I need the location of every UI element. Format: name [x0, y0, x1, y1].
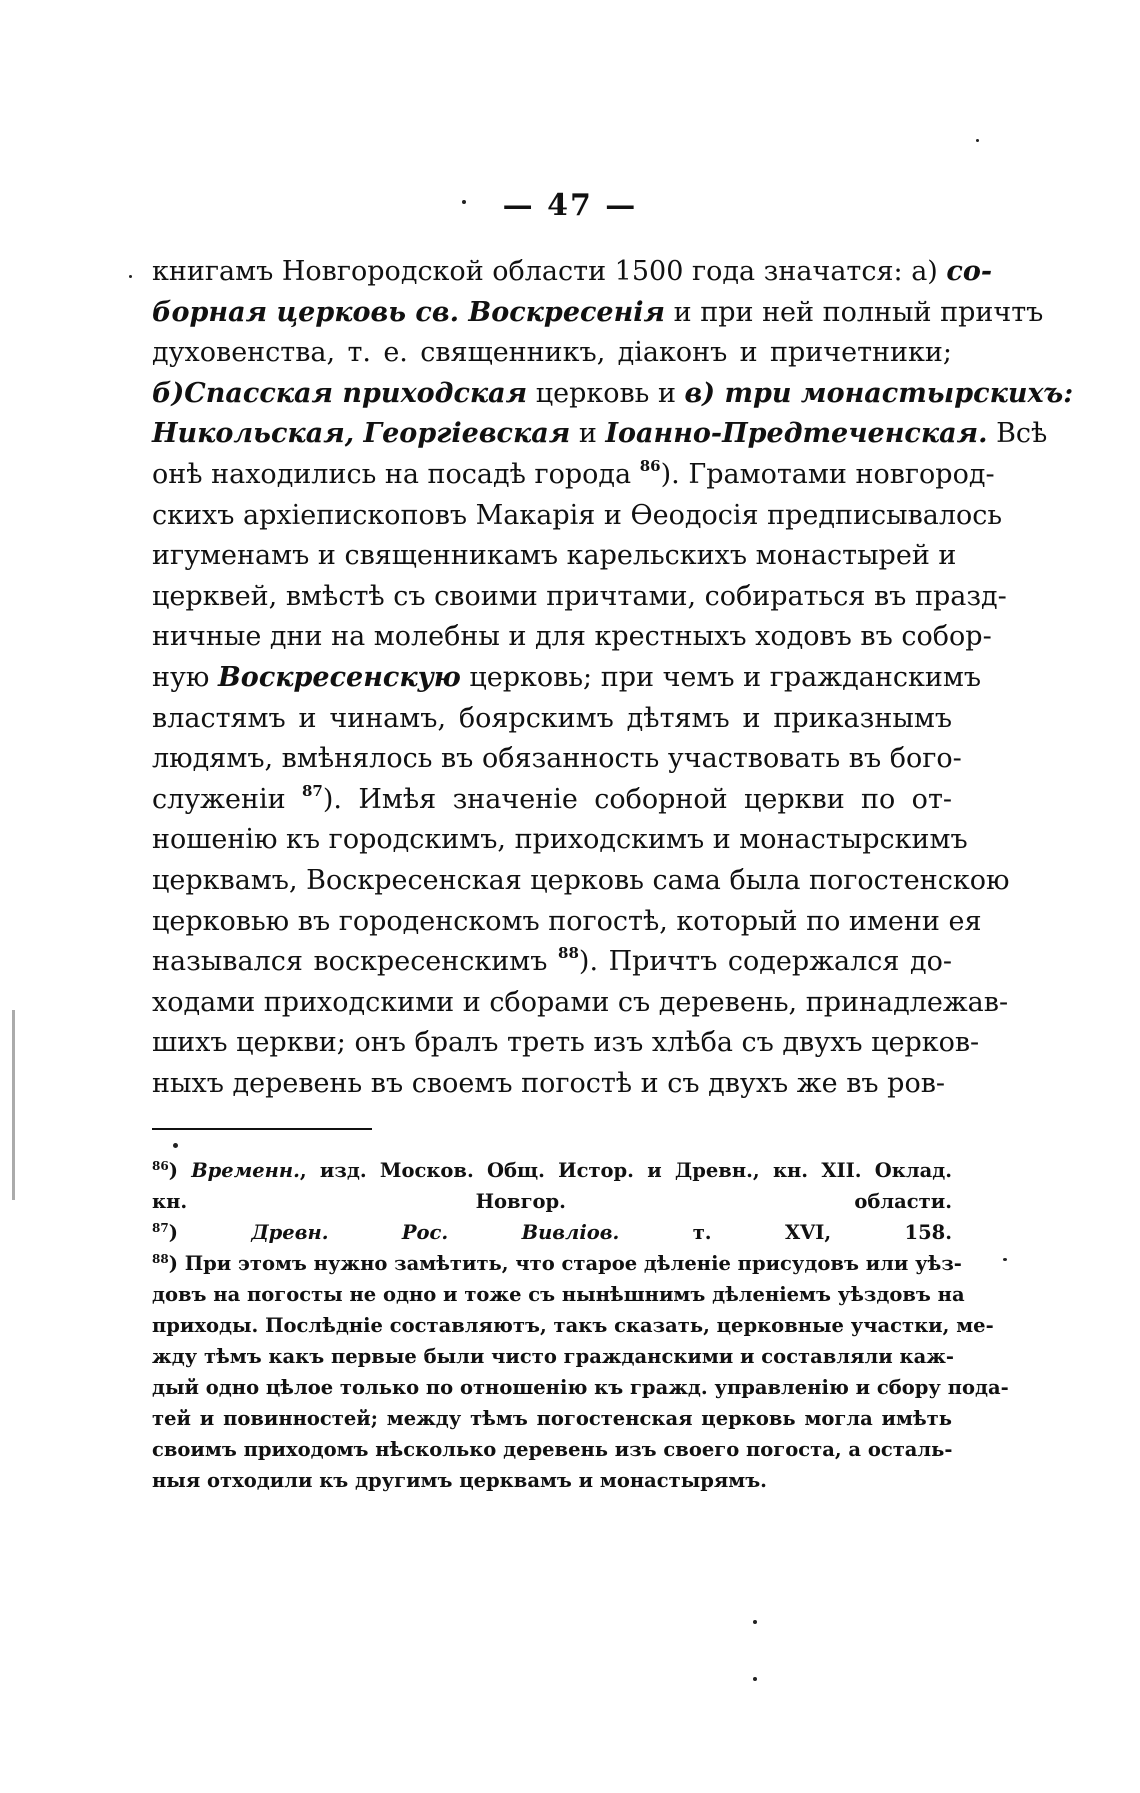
- text-segment: людямъ, вмѣнялось въ обязанность участвовать въ бого-: [152, 743, 962, 775]
- italic-text: Древн. Рос. Вивліов.: [251, 1221, 620, 1244]
- footnote-line: [152, 1403, 952, 1434]
- text-segment: ). Причтъ содержался до-: [578, 946, 953, 978]
- footnote-number: 88: [152, 1252, 169, 1266]
- scan-speck: [1003, 1258, 1007, 1261]
- text-line: [152, 983, 1009, 1024]
- scan-speck: [129, 275, 132, 278]
- text-segment: служеніи: [152, 783, 302, 815]
- text-segment: церквей, вмѣстѣ съ своими причтами, собираться въ празд-: [152, 580, 1007, 612]
- text-line: [152, 496, 1003, 537]
- text-line: [152, 455, 995, 496]
- footnote-separator: [152, 1128, 372, 1130]
- text-line: [152, 699, 952, 740]
- text-segment: назывался воскресенскимъ: [152, 946, 559, 978]
- italic-text: Временн.: [191, 1159, 300, 1182]
- footnote-number: 87: [152, 1221, 169, 1235]
- footnote-reference: 87: [301, 781, 323, 800]
- text-line: [152, 780, 952, 821]
- text-line: [152, 942, 952, 983]
- italic-text: б)Спасская приходская: [152, 377, 528, 409]
- text-segment: церковь и: [527, 377, 685, 409]
- footnotes: [152, 1155, 1009, 1496]
- text-line: [152, 1023, 980, 1064]
- footnote-line: [152, 1465, 952, 1496]
- text-segment: своимъ приходомъ нѣсколько деревень изъ своего погоста, а осталь-: [152, 1438, 953, 1461]
- text-segment: Всѣ: [987, 418, 1048, 450]
- footnote-line: [152, 1310, 994, 1341]
- body-text: [152, 252, 1074, 1104]
- text-segment: духовенства, т. е. священникъ, діаконъ и причетники;: [152, 337, 952, 369]
- text-segment: , изд. Москов. Общ. Истор. и Древн., кн. XII. Оклад.: [299, 1159, 953, 1182]
- text-line: [152, 739, 962, 780]
- text-segment: тей и повинностей; между тѣмъ погостенская церковь могла имѣть: [152, 1407, 952, 1430]
- footnote-line: [152, 1279, 965, 1310]
- text-segment: церковью въ городенскомъ погостѣ, который по имени ея: [152, 905, 982, 937]
- italic-text: Іоанно-Предтеченская.: [605, 418, 988, 450]
- footnote-line: [152, 1341, 952, 1372]
- text-line: [152, 536, 957, 577]
- text-segment: ничные дни на молебны и для крестныхъ ходовъ въ собор-: [152, 621, 992, 653]
- footnote-number: 86: [152, 1159, 169, 1173]
- text-segment: т. XVI, 158.: [619, 1221, 953, 1244]
- text-segment: онѣ находились на посадѣ города: [152, 458, 640, 490]
- text-segment: скихъ архіепископовъ Макарія и Ѳеодосія предписывалось: [152, 499, 1003, 531]
- text-segment: жду тѣмъ какъ первые были чисто гражданскими и составляли каж-: [152, 1345, 954, 1368]
- text-line: [152, 577, 1007, 618]
- footnote-reference: 86: [639, 456, 661, 475]
- text-segment: книгамъ Новгородской области 1500 года значатся: а): [152, 256, 947, 287]
- text-line: [152, 293, 1044, 334]
- text-line: [152, 617, 992, 658]
- text-segment: приходы. Послѣдніе составляютъ, такъ сказать, церковные участки, ме-: [152, 1314, 994, 1337]
- text-segment: ходами приходскими и сборами съ деревень, принадлежав-: [152, 986, 1009, 1018]
- text-line: [152, 252, 993, 293]
- text-segment: дый одно цѣлое только по отношенію къ гражд. управленію и сбору пода-: [152, 1376, 1009, 1399]
- text-segment: властямъ и чинамъ, боярскимъ дѣтямъ и приказнымъ: [152, 702, 952, 734]
- text-line: [152, 414, 1048, 455]
- text-line: [152, 333, 952, 374]
- footnote-line: [152, 1248, 962, 1279]
- text-segment: ныхъ деревень въ своемъ погостѣ и съ двухъ же въ ров-: [152, 1067, 946, 1099]
- footnote-line: [152, 1155, 952, 1186]
- footnote-reference: 88: [558, 944, 579, 963]
- text-segment: довъ на погосты не одно и тоже съ нынѣшнимъ дѣленіемъ уѣздовъ на: [152, 1283, 965, 1306]
- text-segment: и: [570, 418, 606, 450]
- footnote-line: [152, 1217, 952, 1248]
- text-segment: кн. Новгор. области.: [152, 1190, 952, 1213]
- text-line: [152, 658, 981, 699]
- text-segment: игуменамъ и священникамъ карельскихъ монастырей и: [152, 540, 957, 572]
- text-segment: шихъ церкви; онъ бралъ треть изъ хлѣба съ двухъ церков-: [152, 1027, 980, 1059]
- italic-text: борная церковь св. Воскресенія: [152, 296, 666, 328]
- scan-speck: [976, 139, 979, 142]
- text-segment: церковь; при чемъ и гражданскимъ: [460, 661, 981, 693]
- text-segment: церквамъ, Воскресенская церковь сама была погостенскою: [152, 864, 1010, 896]
- scan-speck: [753, 1620, 757, 1624]
- scan-edge-shadow: [12, 1010, 15, 1200]
- text-segment: ную: [152, 661, 218, 693]
- scan-speck: [753, 1677, 757, 1681]
- text-line: [152, 902, 982, 943]
- footnote-line: [152, 1186, 952, 1217]
- footnote-line: [152, 1372, 1009, 1403]
- text-segment: ). Грамотами новгород-: [660, 458, 995, 490]
- page-number: — 47 —: [502, 188, 638, 223]
- scan-speck: [173, 1143, 178, 1148]
- text-segment: ношенію къ городскимъ, приходскимъ и монастырскимъ: [152, 824, 968, 856]
- footnote-line: [152, 1434, 952, 1465]
- italic-text: Никольская, Георгіевская: [152, 418, 571, 450]
- italic-text: в) три монастырскихъ:: [684, 377, 1074, 409]
- text-segment: ): [168, 1159, 192, 1182]
- italic-text: со-: [946, 256, 993, 287]
- text-segment: ). Имѣя значеніе соборной церкви по от-: [322, 783, 952, 815]
- text-line: [152, 374, 1074, 415]
- text-segment: ныя отходили къ другимъ церквамъ и монастырямъ.: [152, 1469, 767, 1492]
- text-segment: и при ней полный причтъ: [665, 296, 1044, 328]
- text-line: [152, 1064, 952, 1105]
- text-line: [152, 861, 1010, 902]
- italic-text: Воскресенскую: [217, 661, 461, 693]
- text-segment: ) При этомъ нужно замѣтить, что старое дѣленіе присудовъ или уѣз-: [168, 1252, 962, 1275]
- text-line: [152, 820, 968, 861]
- text-segment: ): [168, 1221, 252, 1244]
